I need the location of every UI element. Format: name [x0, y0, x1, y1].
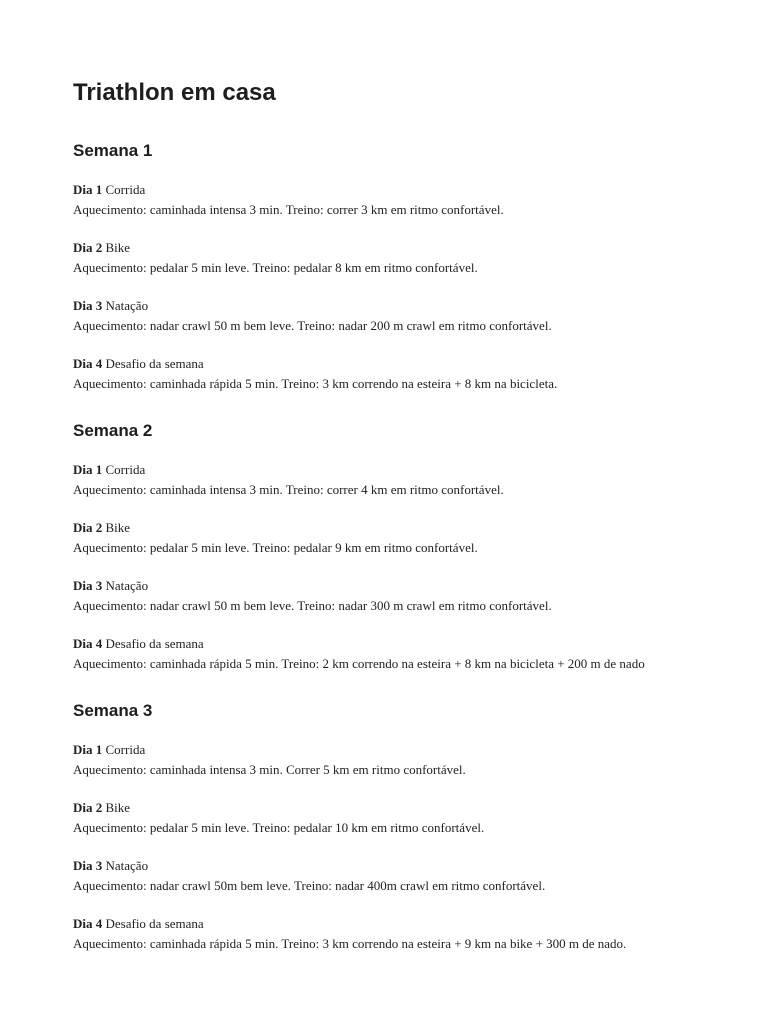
- day-entry: [73, 460, 733, 500]
- week-section: [73, 140, 733, 394]
- day-heading: [73, 914, 733, 934]
- day-entry: [73, 296, 733, 336]
- day-heading: [73, 460, 733, 480]
- day-description: Aquecimento: nadar crawl 50 m bem leve. Treino: nadar 300 m crawl em ritmo confortável.: [73, 598, 552, 613]
- day-label: Dia 3: [73, 578, 103, 593]
- week-title: Semana 2: [73, 421, 153, 440]
- day-heading: [73, 180, 733, 200]
- day-label: Dia 2: [73, 520, 103, 535]
- day-entry: [73, 914, 733, 954]
- day-heading: [73, 296, 733, 316]
- day-label: Dia 4: [73, 916, 103, 931]
- day-entry: [73, 798, 733, 838]
- document-title: Triathlon em casa: [73, 79, 276, 106]
- day-activity: Bike: [105, 520, 131, 535]
- day-entry: [73, 180, 733, 220]
- day-label: Dia 1: [73, 182, 103, 197]
- day-heading: [73, 354, 733, 374]
- day-entry: [73, 576, 733, 616]
- day-description: Aquecimento: pedalar 5 min leve. Treino: pedalar 8 km em ritmo confortável.: [73, 260, 478, 275]
- day-label: Dia 1: [73, 462, 103, 477]
- day-description: Aquecimento: caminhada intensa 3 min. Correr 5 km em ritmo confortável.: [73, 762, 466, 777]
- day-activity: Natação: [105, 298, 149, 313]
- week-section: [73, 420, 733, 674]
- day-heading: [73, 518, 733, 538]
- day-heading: [73, 740, 733, 760]
- day-entry: [73, 740, 733, 780]
- day-description: Aquecimento: pedalar 5 min leve. Treino: pedalar 9 km em ritmo confortável.: [73, 540, 478, 555]
- day-activity: Corrida: [105, 742, 146, 757]
- day-description: Aquecimento: caminhada rápida 5 min. Treino: 3 km correndo na esteira + 8 km na bicicleta.: [73, 376, 558, 391]
- day-label: Dia 4: [73, 356, 103, 371]
- day-label: Dia 4: [73, 636, 103, 651]
- day-description: Aquecimento: caminhada intensa 3 min. Treino: correr 3 km em ritmo confortável.: [73, 202, 504, 217]
- day-activity: Bike: [105, 800, 131, 815]
- day-heading: [73, 576, 733, 596]
- day-activity: Desafio da semana: [105, 636, 204, 651]
- day-entry: [73, 238, 733, 278]
- day-activity: Desafio da semana: [105, 356, 204, 371]
- week-title: Semana 3: [73, 701, 153, 720]
- day-heading: [73, 238, 733, 258]
- day-entry: [73, 354, 733, 394]
- day-entry: [73, 518, 733, 558]
- day-heading: [73, 634, 733, 654]
- document-page: [73, 78, 733, 954]
- week-section: [73, 700, 733, 954]
- day-description: Aquecimento: pedalar 5 min leve. Treino: pedalar 10 km em ritmo confortável.: [73, 820, 485, 835]
- day-description: Aquecimento: caminhada intensa 3 min. Treino: correr 4 km em ritmo confortável.: [73, 482, 504, 497]
- week-title: Semana 1: [73, 141, 153, 160]
- day-activity: Corrida: [105, 462, 146, 477]
- day-activity: Natação: [105, 578, 149, 593]
- day-entry: [73, 634, 733, 674]
- day-label: Dia 2: [73, 240, 103, 255]
- day-heading: [73, 798, 733, 818]
- day-activity: Corrida: [105, 182, 146, 197]
- day-label: Dia 2: [73, 800, 103, 815]
- day-activity: Natação: [105, 858, 149, 873]
- day-label: Dia 3: [73, 298, 103, 313]
- day-description: Aquecimento: caminhada rápida 5 min. Treino: 2 km correndo na esteira + 8 km na bicicleta + 200 m de nado: [73, 656, 645, 671]
- day-description: Aquecimento: nadar crawl 50m bem leve. Treino: nadar 400m crawl em ritmo confortável.: [73, 878, 546, 893]
- day-label: Dia 1: [73, 742, 103, 757]
- day-activity: Bike: [105, 240, 131, 255]
- day-entry: [73, 856, 733, 896]
- day-label: Dia 3: [73, 858, 103, 873]
- day-description: Aquecimento: nadar crawl 50 m bem leve. Treino: nadar 200 m crawl em ritmo confortável.: [73, 318, 552, 333]
- day-heading: [73, 856, 733, 876]
- day-description: Aquecimento: caminhada rápida 5 min. Treino: 3 km correndo na esteira + 9 km na bike + 300 m de nado.: [73, 936, 627, 951]
- day-activity: Desafio da semana: [105, 916, 204, 931]
